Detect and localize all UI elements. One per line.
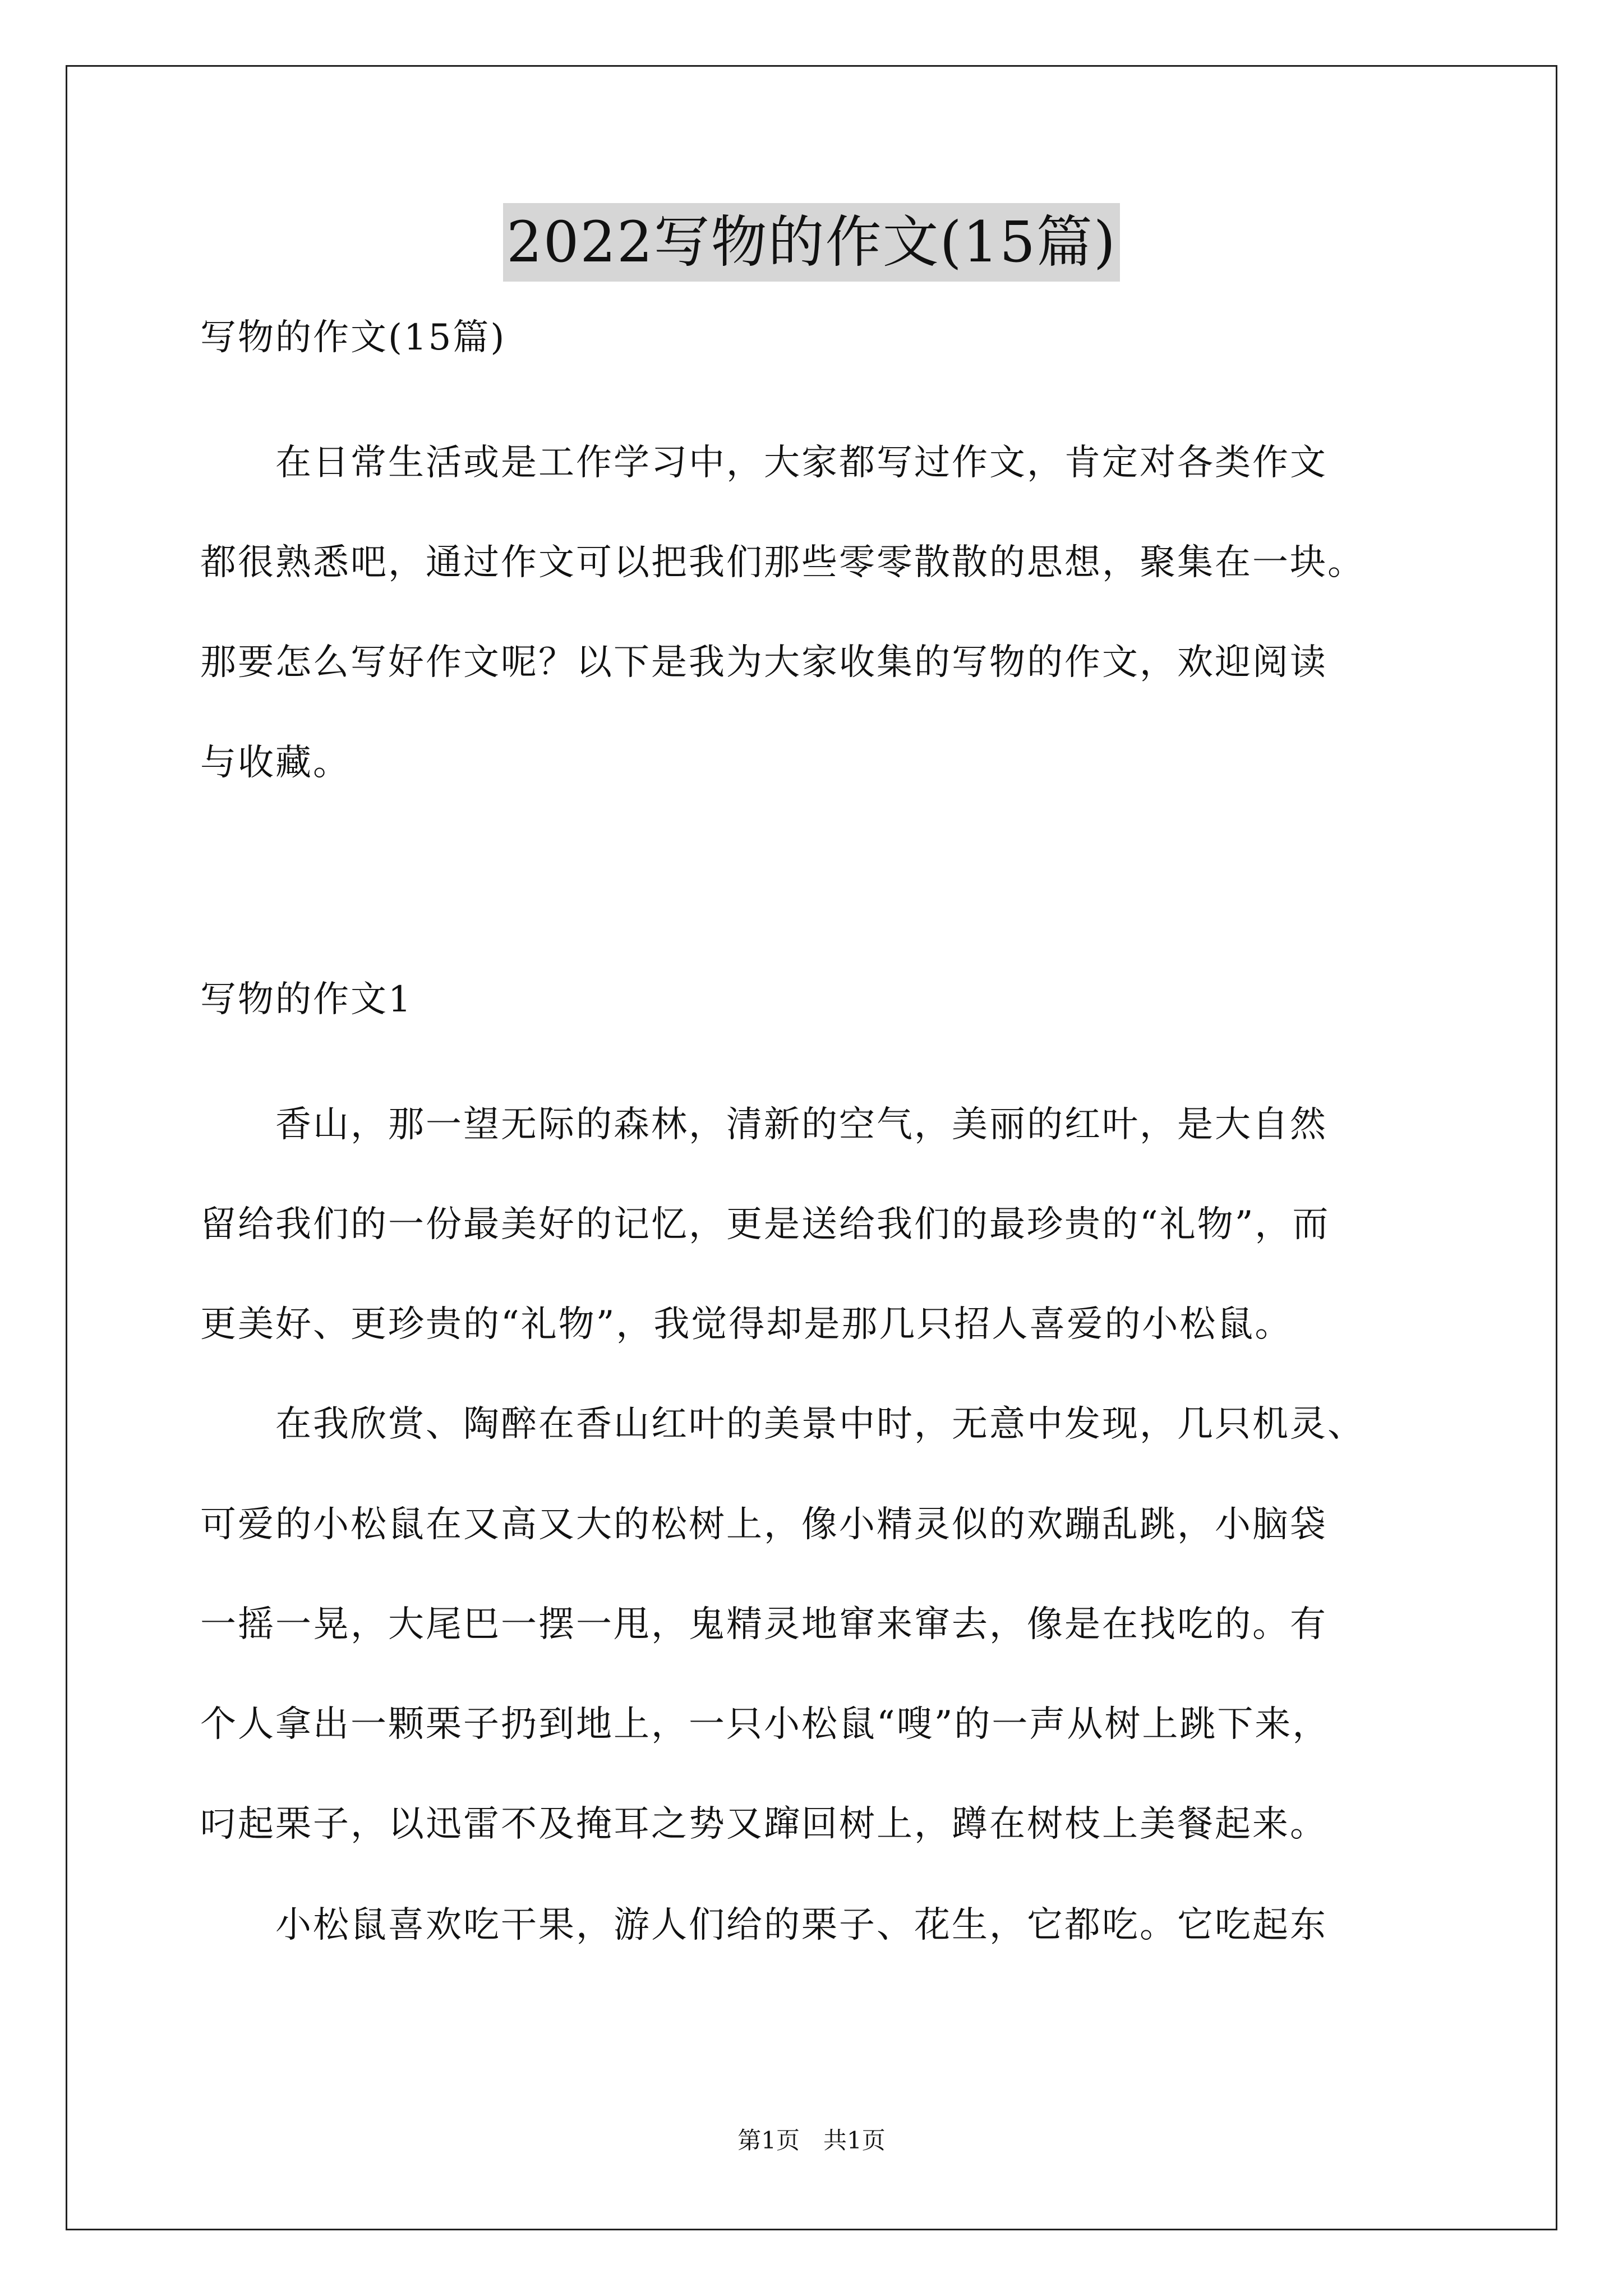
paragraph-line: 小松鼠喜欢吃干果，游人们给的栗子、花生，它都吃。它吃起东 <box>200 1904 1327 1946</box>
paragraph-line: 可爱的小松鼠在又高又大的松树上，像小精灵似的欢蹦乱跳，小脑袋 <box>200 1504 1327 1545</box>
subtitle: 写物的作文(15篇) <box>200 317 506 358</box>
paragraph-line: 在我欣赏、陶醉在香山红叶的美景中时，无意中发现，几只机灵、 <box>200 1404 1365 1445</box>
paragraph-line: 都很熟悉吧，通过作文可以把我们那些零零散散的思想，聚集在一块。 <box>200 542 1365 583</box>
paragraph-line: 那要怎么写好作文呢？以下是我为大家收集的写物的作文，欢迎阅读 <box>200 642 1327 683</box>
paragraph-line: 与收藏。 <box>200 742 351 784</box>
page-footer: 第1页 共1页 <box>737 2127 886 2154</box>
paragraph-line: 一摇一晃，大尾巴一摆一甩，鬼精灵地窜来窜去，像是在找吃的。有 <box>200 1604 1327 1645</box>
paragraph-line: 在日常生活或是工作学习中，大家都写过作文，肯定对各类作文 <box>200 442 1327 484</box>
paragraph-line: 香山，那一望无际的森林，清新的空气，美丽的红叶，是大自然 <box>200 1104 1327 1145</box>
title-container <box>0 203 1623 282</box>
paragraph-line: 叼起栗子，以迅雷不及掩耳之势又蹿回树上，蹲在树枝上美餐起来。 <box>200 1803 1327 1845</box>
paragraph-line: 留给我们的一份最美好的记忆，更是送给我们的最珍贵的“礼物”，而 <box>200 1204 1330 1245</box>
document-title: 2022写物的作文(15篇) <box>503 203 1120 282</box>
paragraph-line: 更美好、更珍贵的“礼物”，我觉得却是那几只招人喜爱的小松鼠。 <box>200 1304 1293 1345</box>
section-heading: 写物的作文1 <box>200 979 413 1020</box>
paragraph-line: 个人拿出一颗栗子扔到地上，一只小松鼠“嗖”的一声从树上跳下来， <box>200 1704 1330 1745</box>
